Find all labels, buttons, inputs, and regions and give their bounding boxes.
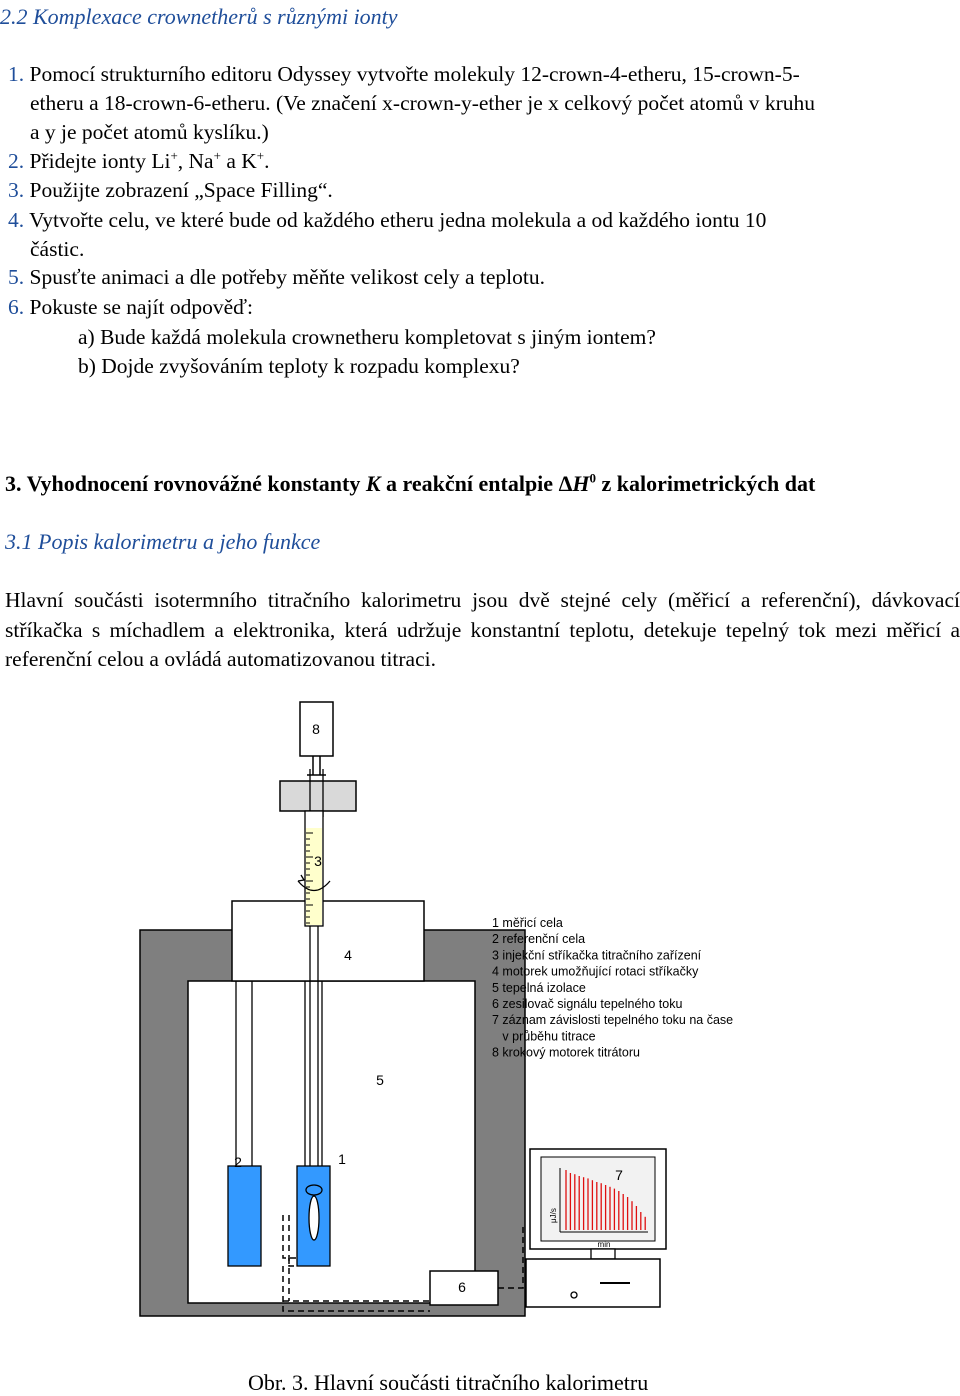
label-4: 4 (344, 947, 352, 963)
legend-item: 3 injekční stříkačka titračního zařízení (492, 948, 702, 963)
step-4-line (30, 237, 84, 262)
sub-question-b: b) Dojde zvyšováním teploty k rozpadu komplexu? (78, 354, 520, 378)
figure-caption: Obr. 3. Hlavní součásti titračního kalorimetru (248, 1370, 649, 1395)
step-5-line (8, 265, 545, 290)
legend-item: 8 krokový motorek titrátoru (492, 1045, 640, 1060)
step-text: částic. (30, 237, 85, 261)
step-text: Pokuste se najít odpověď: (29, 295, 254, 319)
step-number: 5. (8, 265, 30, 289)
label-2: 2 (234, 1154, 242, 1170)
step-3-line (8, 178, 333, 203)
step-text: a y je počet atomů kyslíku.) (30, 120, 269, 144)
label-1: 1 (338, 1151, 346, 1167)
screen-y-label: μJ/s (549, 1208, 558, 1223)
step-text: Přidejte ionty Li+, Na+ a K+. (29, 148, 270, 174)
step-1-line (30, 91, 815, 116)
step-number: 2. (8, 149, 30, 174)
step-4-line (8, 208, 766, 233)
step-text: Použijte zobrazení „Space Filling“. (29, 178, 333, 202)
computer-monitor (526, 1149, 666, 1307)
figure-legend (492, 916, 733, 1060)
section-paragraph: Hlavní součásti isotermního titračního kalorimetru jsou dvě stejné cely (měřicí a referenční), dávkovací stříkačka s míchadlem a elektronika, která udržuje konstantní teplotu, detekuje tepelný tok mezi měřicí a referenční celou a ovládá automatizovanou titraci. (5, 588, 960, 671)
legend-item: 7 záznam závislosti tepelného toku na čase (492, 1013, 734, 1028)
section-heading-3 (5, 471, 815, 497)
step-6-line (8, 295, 253, 320)
label-7: 7 (615, 1167, 623, 1183)
legend-item: 6 zesilovač signálu tepelného toku (492, 997, 683, 1011)
step-text: Spusťte animaci a dle potřeby měňte velikost cely a teplotu. (29, 265, 545, 289)
syringe-holder (280, 781, 356, 811)
syringe-motor-box (232, 901, 424, 981)
step-2-line (8, 148, 270, 174)
screen-x-label: min (597, 1240, 611, 1249)
legend-item: 1 měřicí cela (492, 916, 563, 930)
step-number: 6. (8, 295, 30, 319)
legend-item: 4 motorek umožňující rotaci stříkačky (492, 964, 699, 979)
label-3: 3 (314, 853, 322, 869)
step-text: Vytvořte celu, ve které bude od každého etheru jedna molekula a od každého iontu 10 (29, 208, 767, 232)
step-number: 1. (8, 62, 30, 86)
section-heading-3-text: 3. Vyhodnocení rovnovážné konstanty K a reakční entalpie $\Delta H^0$ z kalorimetrických dat (5, 471, 816, 497)
step-1-line (30, 120, 269, 145)
step-text: etheru a 18-crown-6-etheru. (Ve značení x-crown-y-ether je x celkový počet atomů v kruhu (30, 91, 816, 115)
sub-question-a: a) Bude každá molekula crownetheru kompletovat s jiným iontem? (78, 325, 656, 349)
legend-item: v průběhu titrace (492, 1029, 596, 1044)
section-title-3-1: 3.1 Popis kalorimetru a jeho funkce (5, 529, 321, 554)
calorimeter-figure (0, 663, 960, 1393)
label-5: 5 (376, 1072, 384, 1088)
step-number: 3. (8, 178, 30, 202)
step-1-line (8, 62, 800, 87)
thermal-insulation (140, 930, 525, 1316)
legend-item: 2 referenční cela (492, 932, 586, 947)
legend-item: 5 tepelná izolace (492, 980, 586, 995)
section-title-2-2: 2.2 Komplexace crownetherů s různými ionty (0, 4, 398, 29)
label-6: 6 (458, 1279, 466, 1295)
step-number: 4. (8, 208, 30, 232)
step-text: Pomocí strukturního editoru Odyssey vytvořte molekuly 12-crown-4-etheru, 15-crown-5- (29, 62, 800, 86)
label-8: 8 (312, 721, 320, 737)
computer-case (526, 1259, 660, 1307)
